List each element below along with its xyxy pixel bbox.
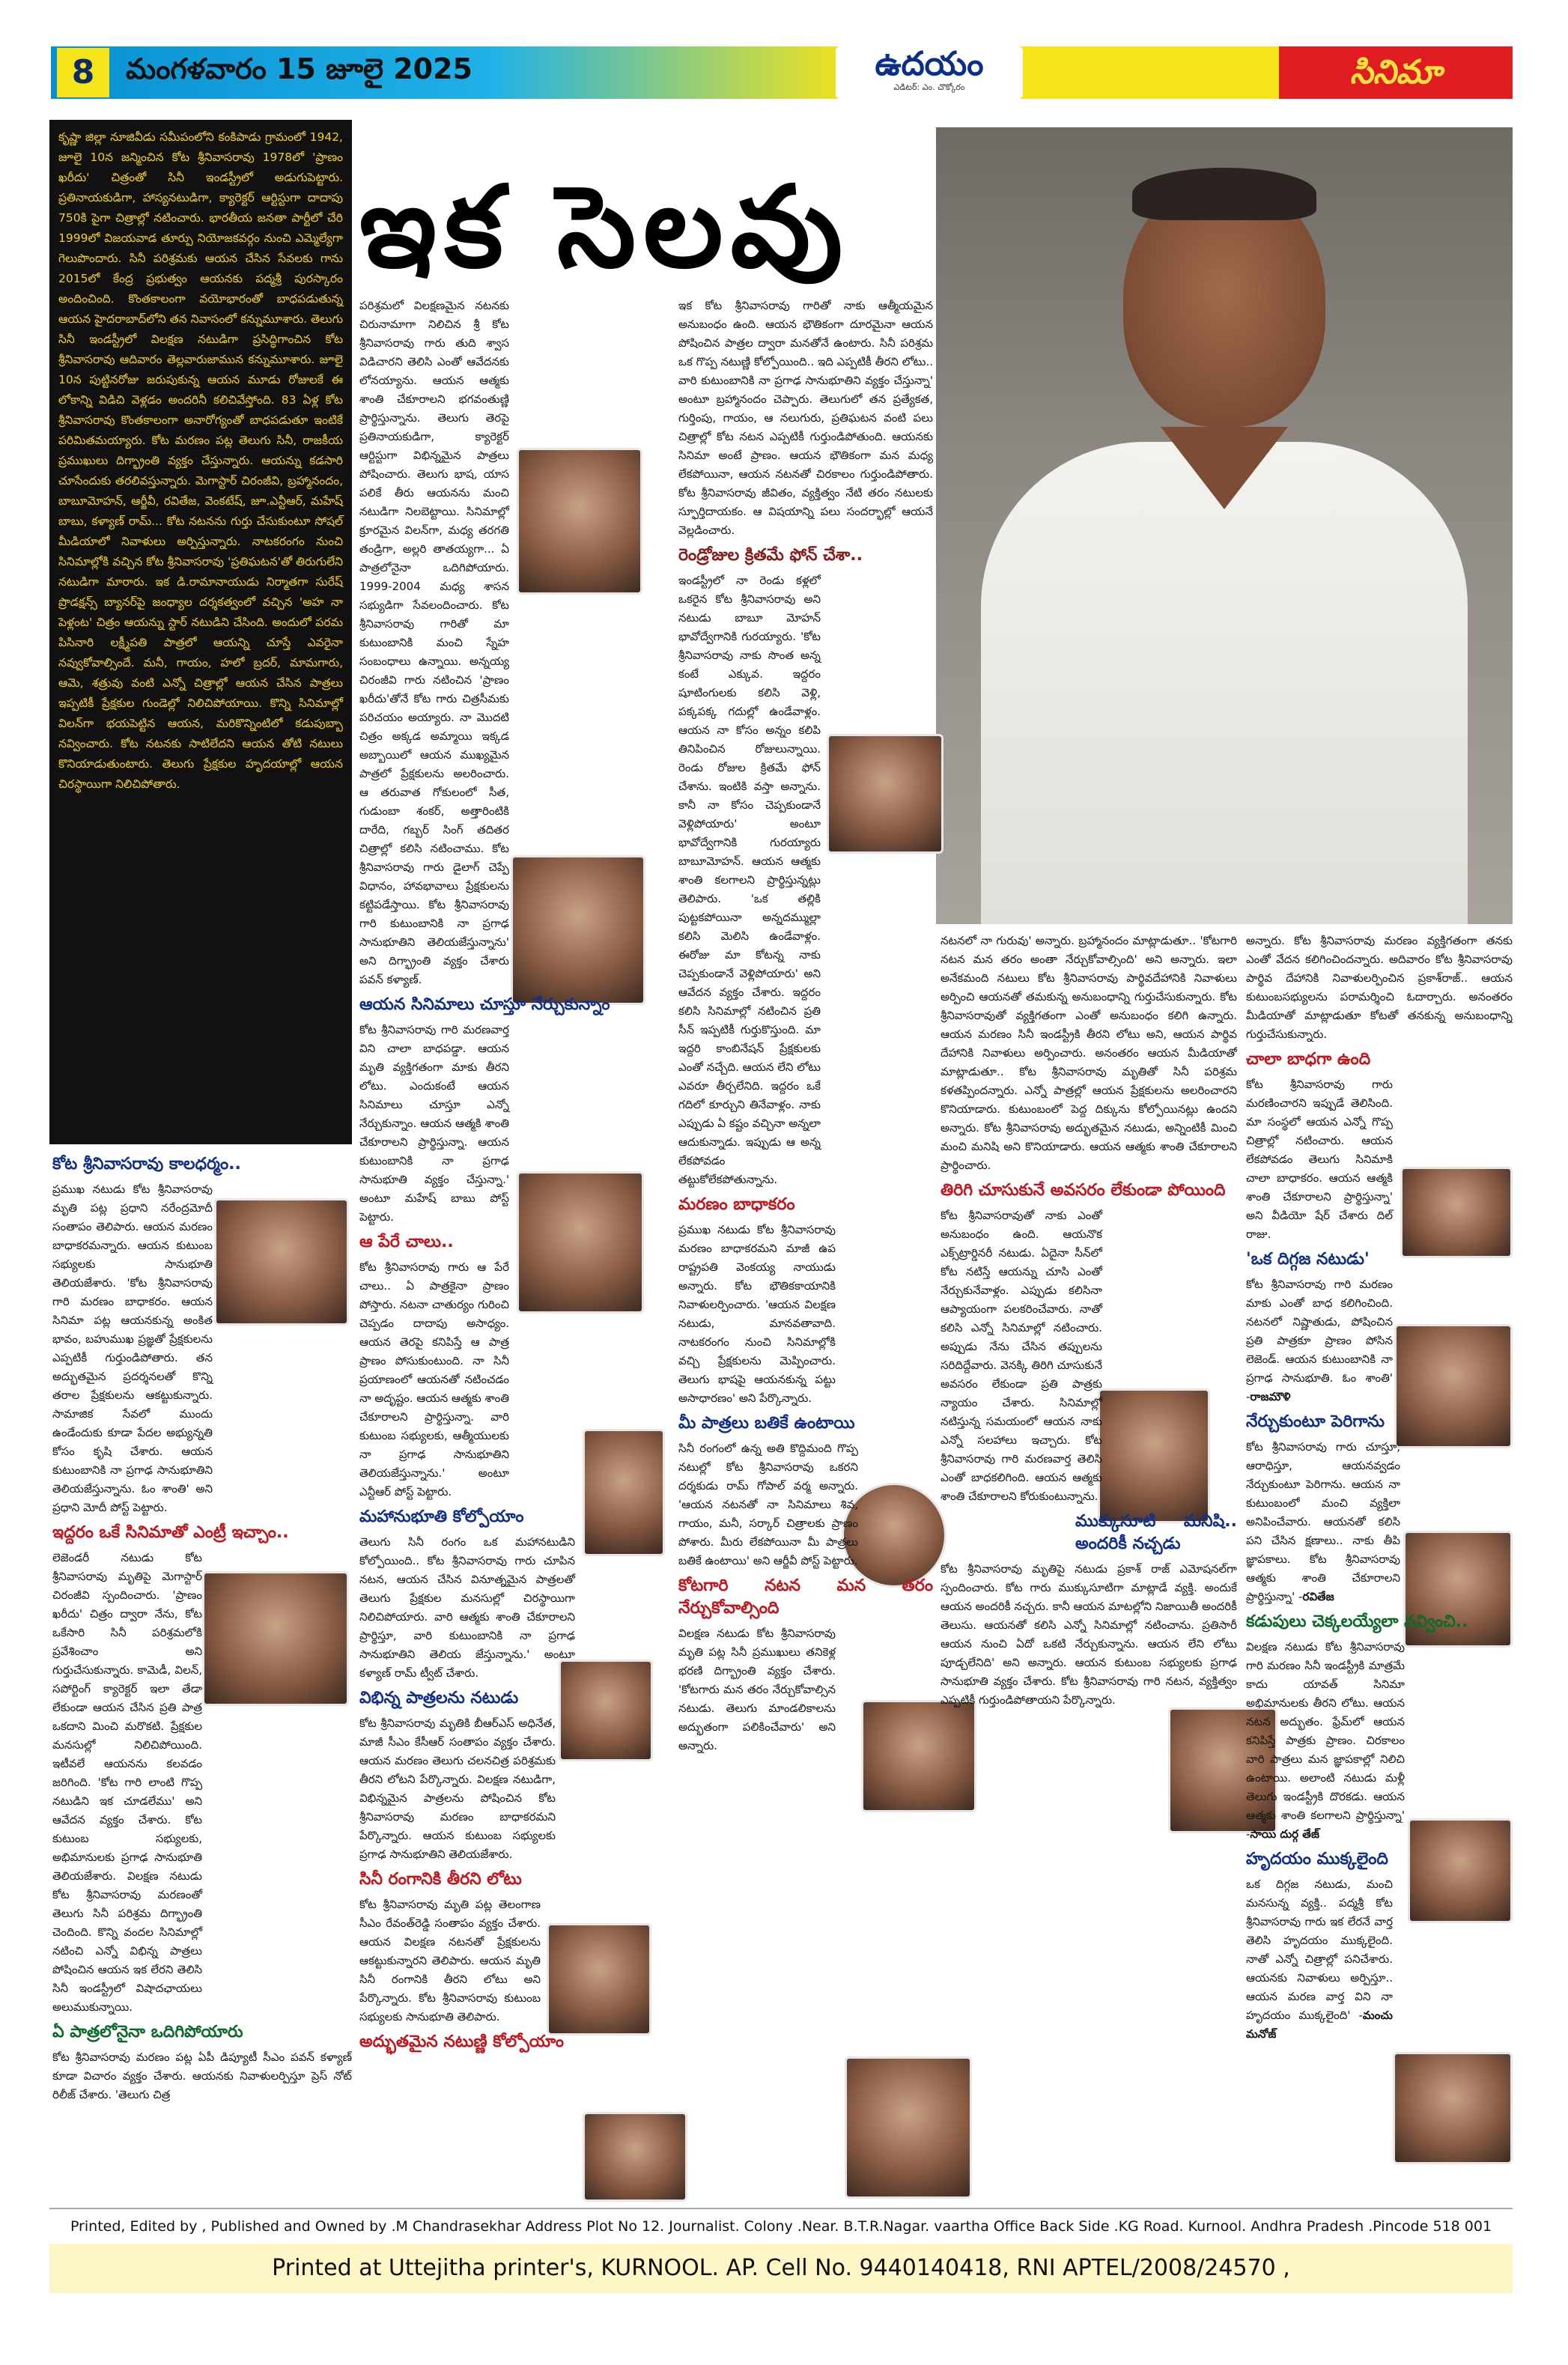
left-summary-box: కృష్ణా జిల్లా నూజివీడు సమీపంలోని కంకిపాడు గ్రామంలో 1942, జూలై 10న జన్మించిన కోట శ్రీనివాసరావు 1978లో 'ప్రాణం ఖరీదు' చిత్రంతో సినీ ఇండస్ట్రీలో అడుగుపెట్టారు. ప్రతినాయకుడిగా, హాస్యనటుడిగా, క్యారెక్టర్ ఆర్టిస్టుగా దాదాపు 750కి పైగా చిత్రాల్లో నటించారు. భారతీయ జనతా పార్టీలో చేరి 1999లో విజయవాడ తూర్పు నియోజకవర్గం నుంచి ఎమ్మెల్యేగా గెలుపొందారు. సినీ పరిశ్రమకు ఆయన చేసిన సేవలకు గాను 2015లో కేంద్ర ప్రభుత్వం ఆయనకు పద్మశ్రీ పురస్కారం అందించింది. కొంతకాలంగా వయోభారంతో బాధపడుతున్న ఆయన హైదరాబాద్‌లోని తన నివాసంలో కన్నుమూశారు. తెలుగు సినీ ఇండస్ట్రీలో విలక్షణ నటుడిగా ప్రసిద్ధిగాంచిన కోట శ్రీనివాసరావు ఆదివారం తెల్లవారుజామున కన్నుమూశారు. జూలై 10న పుట్టినరోజు జరుపుకున్న ఆయన మూడు రోజులకే ఈ లోకాన్ని విడిచి వెళ్లడం అందరినీ కలిచివేస్తోంది. 83 ఏళ్ల కోట శ్రీనివాసరావు కొంతకాలంగా అనారోగ్యంతో బాధపడుతూ ఇంటికే పరిమితమయ్యారు. కోట మరణం పట్ల తెలుగు సినీ, రాజకీయ ప్రముఖులు దిగ్భ్రాంతి వ్యక్తం చేస్తున్నారు. ఆయన్ను కడసారి చూసేందుకు తరలివస్తున్నారు. మెగాస్టార్ చిరంజీవి, బ్రహ్మానందం, బాబూమోహన్, ఆర్జీవీ, రవితేజ, వెంకటేష్, జూ.ఎన్టీఆర్, మహేష్ బాబు, కళ్యాణ్ రామ్... కోట నటనను గుర్తు చేసుకుంటూ సోషల్ మీడియాలో నివాళులు అర్పిస్తున్నారు. నాటకరంగం నుంచి సినిమాల్లోకి వచ్చిన కోట శ్రీనివాసరావు 'ప్రతిఘటన'తో తిరుగులేని నటుడిగా మారారు. ఇక డి.రామానాయుడు నిర్మాతగా సురేష్ ప్రొడక్షన్స్ బ్యానర్‌పై జంధ్యాల దర్శకత్వంలో వచ్చిన 'అహ నా పెళ్లంట' చిత్రం ఆయన్ను స్టార్ నటుడిని చేసింది. అందులో పరమ పిసినారి లక్ష్మీపతి పాత్రలో ఆయన్ని చూస్తే ఎవరైనా నవ్వుకోవాల్సిందే. మనీ, గాయం, హలో బ్రదర్, మామగారు, ఆమె, శత్రువు వంటి ఎన్నో చిత్రాల్లో ఆయన చేసిన పాత్రలు ఇప్పటికీ ప్రేక్షకుల గుండెల్లో నిలిచిపోయాయి. కొన్ని సినిమాల్లో విలన్‌గా భయపెట్టిన ఆయన, మరికొన్నింటిలో కడుపుబ్బా నవ్వించారు. కోట నటనకు సాటిలేదని ఆయన తోటి నటులు కొనియాడుతుంటారు. తెలుగు ప్రేక్షకుల హృదయాల్లో ఆయన చిరస్థాయిగా నిలిచిపోతారు. [49,120,352,1144]
sub-venkaiah: మరణం బాధాకరం [678,1195,795,1214]
dateline: మంగళవారం 15 జూలై 2025 [126,52,472,85]
colc-intro-text: నటనలో నా గురువు' అన్నారు. బ్రహ్మానందం మాట్లాడుతూ.. 'కోటగారి నటన మన తరం అంతా నేర్చుకోవాల్సింది' అని అన్నారు. ఇలా అనేకమంది నటులు కోట శ్రీనివాసరావు పార్థివదేహానికి నివాళులు అర్పించి ఆయనతో తమకున్న అనుబంధాన్ని గుర్తుచేసుకున్నారు. కోట శ్రీనివాసరావుతో వ్యక్తిగతంగా ఎంతో అనుబంధం కలిగి ఉన్నారు. ఆయన మరణం సినీ ఇండస్ట్రీకి తీరని లోటు అని, ఆయన పార్థివ దేహానికి నివాళులు అర్పించారు. అనంతరం ఆయన మీడియాతో మాట్లాడుతూ.. కోట శ్రీనివాసరావు మృతితో సినీ పరిశ్రమ కళతప్పిందన్నారు. ఎన్నో పాత్రల్లో ఆయన ప్రేక్షకులను అలరించారని కొనియాడారు. కుటుంబంలో పెద్ద దిక్కును కోల్పోయినట్లు ఉందని అన్నారు. కోట శ్రీనివాసరావు అద్భుతమైన నటుడు, అన్నింటికీ మించి మంచి మనిషి అని కొనియాడారు. ఆయన ఆత్మకు శాంతి చేకూరాలని ప్రార్థించారు. [941,934,1237,1172]
column-b [678,297,933,2206]
main-photo [936,127,1513,924]
sub-prakash: ముక్కుసూటి మనిషి.. అందరికీ నచ్చడు [1075,1512,1237,1553]
sai-tej-credit: సాయి దుర్గ తేజ్ [1250,1827,1319,1841]
column-d [1246,932,1513,2205]
sub-brahmanandam: అద్భుతమైన నటుణ్ణి కోల్పోయాం [359,2032,565,2051]
brahmanandam-text: ఇక కోట శ్రీనివాసరావు గారితో నాకు ఆత్మీయమైన అనుబంధం ఉంది. ఆయన భౌతికంగా దూరమైనా ఆయన పోషించిన పాత్రల ద్వారా మనతోనే ఉంటారు. సినీ పరిశ్రమ ఒక గొప్ప నటుణ్ణి కోల్పోయింది.. ఇది ఎప్పటికీ తీరని లోటు.. వారి కుటుంబానికి నా ప్రగాఢ సానుభూతిని వ్యక్తం చేస్తున్నా' అంటూ బ్రహ్మానందం చెప్పారు. తెలుగులో తన ప్రత్యేకత, గుర్తింపు, గాయం, ఆ నలుగురు, ప్రతిఘటన వంటి పలు చిత్రాల్లో కోట నటన ఎప్పటికీ గుర్తుండిపోతుంది. ఆయనకు సినిమా అంటే ప్రాణం. ఆయన భౌతికంగా మన మధ్య లేకపోయినా, ఆయన నటనతో చిరకాలం గుర్తుండిపోతారు. కోట శ్రీనివాసరావు జీవితం, వ్యక్తిత్వం నేటి తరం నటులకు స్ఫూర్తిదాయకం. ఆ విషయాన్ని పలు సందర్భాల్లో ఆయనే వెల్లడించారు. [678,299,933,537]
rajamouli-credit: రాజమౌళి [1250,1390,1291,1403]
sub-rgv: మీ పాత్రలు బతికే ఉంటాయి [678,1414,855,1433]
imprint-line: Printed, Edited by , Published and Owned by .M Chandrasekhar Address Plot No 12. Journalist. Colony .Near. B.T.R.Nagar. vaartha Office Back Side .KG Road. Kurnool. Andhra Pradesh .Pincode 518 001 [49,2208,1513,2242]
sub-tanikella: కోటగారి నటన మన తరం నేర్చుకోవాల్సింది [678,1576,933,1618]
sub-manoj: హృదయం ముక్కలైంది [1246,1850,1388,1868]
dil-raju-text: కోట శ్రీనివాసరావు గారు మరణించారని ఇప్పుడే తెలిసింది. మా సంస్థలో ఆయన ఎన్నో గొప్ప చిత్రాల్లో నటించారు. ఆయన లేకపోవడం తెలుగు సినిమాకి చాలా బాధాకరం. ఆయన ఆత్మకి శాంతి చేకూరాలని ప్రార్థిస్తున్నా' అని వీడియో షేర్ చేశారు దిల్ రాజు. [1246,1078,1393,1241]
modi-text: ప్రముఖ నటుడు కోట శ్రీనివాసరావు మృతి పట్ల ప్రధాని నరేంద్రమోదీ సంతాపం తెలిపారు. ఆయన మరణం బాధాకరమన్నారు. ఆయన కుటుంబ సభ్యులకు సానుభూతి తెలియజేశారు. 'కోట శ్రీనివాసరావు గారి మరణం బాధాకరం. ఆయన సినిమా పట్ల ఆయనకున్న అంకిత భావం, బహుముఖ ప్రజ్ఞతో ప్రేక్షకులను ఎప్పటికీ గుర్తుండిపోతారు. తన అద్భుతమైన ప్రదర్శనలతో కొన్ని తరాల ప్రేక్షకులను ఆకట్టుకున్నారు. సామాజిక సేవలో ముందు ఉండేందుకు కూడా పేదల అభ్యున్నతి కోసం కృషి చేశారు. ఆయన కుటుంబానికి నా ప్రగాఢ సానుభూతిని తెలియజేస్తున్నాను. ఓం శాంతి' అని ప్రధాని మోదీ పోస్ట్ పెట్టారు. [52,1182,213,1514]
sub-kcr: విభిన్న పాత్రలను నటుడు [359,1689,519,1707]
manoj-text: ఒక దిగ్గజ నటుడు, మంచి మనసున్న వ్యక్తి.. పద్మశ్రీ కోట శ్రీనివాసరావు గారు ఇక లేరనే వార్త తెలిసి హృదయం ముక్కలైంది. నాతో ఎన్నో చిత్రాల్లో పనిచేశారు. ఆయనకు నివాళులు అర్పిస్తూ.. ఆయన మరణ వార్త విని నా హృదయం ముక్కలైంది' - [1246,1877,1393,2022]
mahesh-text: కోట శ్రీనివాసరావు గారి మరణవార్త విని చాలా బాధపడ్డా. ఆయన మృతి వ్యక్తిగతంగా మాకు తీరని లోటు. ఎందుకంటే ఆయన సినిమాలు చూస్తూ ఎన్నో నేర్చుకున్నాం. ఆయన ఆత్మకి శాంతి చేకూరాలని ప్రార్థిస్తున్నా. ఆయన కుటుంబానికి నా ప్రగాఢ సానుభూతి వ్యక్తం చేస్తున్నా.' అంటూ మహేష్ బాబు పోస్ట్ పెట్టారు. [359,1023,509,1224]
photo-hair [1132,168,1316,220]
sub-sai-tej: కడుపులు చెక్కలయ్యేలా నవ్వించి.. [1246,1612,1468,1631]
sai-tej-text: విలక్షణ నటుడు కోట శ్రీనివాసరావు గారి మరణం సినీ ఇండస్ట్రీకి మాత్రమే కాదు యావత్ సినిమా అభిమానులకు తీరని లోటు. ఆయన నటన అద్భుతం. ఫ్రేమ్‌లో ఆయన కనిపిస్తే పాత్రకు ప్రాణం. చిరకాలం వారి పాత్రలు మన జ్ఞాపకాల్లో నిలిచి ఉంటాయి. అలాంటి నటుడు మళ్లీ తెలుగు ఇండస్ట్రీకి దొరకడు. ఆయన ఆత్మకు శాంతి కలగాలని ప్రార్థిస్తున్నా' - [1246,1640,1405,1841]
cold-intro-text: అన్నారు. కోట శ్రీనివాసరావు మరణం వ్యక్తిగతంగా తనకు ఎంతో వేదన కలిగించిందన్నారు. అదివారం కోట శ్రీనివాసరావు పార్థివ దేహానికి నివాళులర్పించిన ప్రకాశ్‌రాజ్.. ఆయన కుటుంబసభ్యులను పరామర్శించి ఓదార్చారు. అనంతరం మీడియాతో మాట్లాడుతూ కోటతో తనకున్న అనుబంధాన్ని గుర్తుచేసుకున్నారు. [1246,934,1513,1041]
chiranjeevi-text: లెజెండరీ నటుడు కోట శ్రీనివాసరావు మృతిపై మెగాస్టార్ చిరంజీవి స్పందించారు. 'ప్రాణం ఖరీదు' చిత్రం ద్వారా నేను, కోట ఒకేసారి సినీ పరిశ్రమలోకి ప్రవేశించాం అని గుర్తుచేసుకున్నారు. కామెడీ, విలన్, సపోర్టింగ్ క్యారెక్టర్ ఇలా తేడా లేకుండా ఆయన చేసిన ప్రతి పాత్ర ఒకదాని మించి మరొకటి. ప్రేక్షకుల మనసుల్లో నిలిచిపోయింది. ఇటీవలే ఆయనను కలవడం జరిగింది. 'కోట గారి లాంటి గొప్ప నటుడిని ఇక చూడలేము' అని ఆవేదన వ్యక్తం చేశారు. కోట కుటుంబ సభ్యులకు, అభిమానులకు ప్రగాఢ సానుభూతి తెలియజేశారు. విలక్షణ నటుడు కోట శ్రీనివాసరావు మరణంతో తెలుగు సినీ పరిశ్రమ దిగ్భ్రాంతి చెందింది. కొన్ని వందల సినిమాల్లో నటించి ఎన్నో విభిన్న పాత్రలు పోషించిన ఆయన ఇక లేరని తెలిసి సినీ ఇండస్ట్రీలో విషాదఛాయలు అలుముకున్నాయి. [52,1551,202,2014]
kcr-text: కోట శ్రీనివాసరావు మృతికి బీఆర్ఎస్ అధినేత, మాజీ సీఎం కేసీఆర్ సంతాపం వ్యక్తం చేశారు. ఆయన మరణం తెలుగు చలనచిత్ర పరిశ్రమకు తీరని లోటని పేర్కొన్నారు. విలక్షణ నటుడిగా, విభిన్నమైన పాత్రలను పోషించిన కోట శ్రీనివాసరావు మరణం బాధాకరమని పేర్కొన్నారు. ఆయన కుటుంబ సభ్యులకు ప్రగాఢ సానుభూతిని తెలియజేశారు. [359,1716,556,1861]
sub-revanth: సినీ రంగానికి తీరని లోటు [359,1870,522,1889]
rgv-text: సినీ రంగంలో ఉన్న అతి కొద్దిమంది గొప్ప నటుల్లో కోట శ్రీనివాసరావు ఒకరని దర్శకుడు రామ్ గోపాల్ వర్మ అన్నారు. 'ఆయన నటనతో నా సినిమాలు శివ, గాయం, మనీ, సర్కార్ చిత్రాలకు ప్రాణం పోశారు. మీరు లేకపోయినా మీ పాత్రలు బతికే ఉంటాయి' అని ఆర్జీవీ పోస్ట్ పెట్టారు. [678,1442,858,1567]
sub-look-back: తిరిగి చూసుకునే అవసరం లేకుండా పోయింది [941,1181,1226,1200]
tanikella-text: విలక్షణ నటుడు కోట శ్రీనివాసరావు మృతి పట్ల సినీ ప్రముఖులు తనికెళ్ల భరణి దిగ్భ్రాంతి వ్యక్తం చేశారు. 'కోటగారు మన తరం నేర్చుకోవాల్సిన నటుడు. తెలుగు మాండలికాలను అద్భుతంగా పలికించేవారు' అని అన్నారు. [678,1627,836,1752]
photo-shirt [981,442,1468,924]
sub-mahesh: ఆయన సినిమాలు చూస్తూ నేర్చుకున్నాం [359,995,610,1014]
newspaper-logo[interactable] [836,46,1023,99]
sub-rajamouli: 'ఒక దిగ్గజ నటుడు' [1246,1250,1370,1269]
sub-dil-raju: చాలా బాధగా ఉంది [1246,1050,1371,1069]
look-back-text: కోట శ్రీనివాసరావుతో నాకు ఎంతో అనుబంధం ఉంది. ఆయనొక ఎక్స్‌ట్రార్డినరీ నటుడు. ఏదైనా సీన్‌లో కోట నటిస్తే ఆయన్ను చూసి ఎంతో నేర్చుకునేవాళ్లం. ఎప్పుడు కలిసినా ఆప్యాయంగా పలకరించేవారు. నాతో కలిసి ఎన్నో సినిమాల్లో నటించారు. అప్పుడు నేను చేసిన తప్పులను సరిదిద్దేవారు. వెనక్కి తిరిగి చూసుకునే అవసరం లేకుండా ప్రతి పాత్రకు న్యాయం చేశారు. సినిమాల్లో నటిస్తున్న సమయంలో ఆయన నాకు ఎన్నో సలహాలు ఇచ్చారు. కోట శ్రీనివాసరావు గారి మరణవార్త తెలిసి ఎంతో బాధకలిగింది. ఆయన ఆత్మకు శాంతి చేకూరాలని కోరుకుంటున్నాను. [941,1209,1102,1503]
venkaiah-text: ప్రముఖ నటుడు కోట శ్రీనివాసరావు మరణం బాధాకరమని మాజీ ఉప రాష్ట్రపతి వెంకయ్య నాయుడు అన్నారు. కోట భౌతికకాయానికి నివాళులర్పించారు. 'ఆయన విలక్షణ నటుడు, మానవతావాది. నాటకరంగం నుంచి సినిమాల్లోకి వచ్చి ప్రేక్షకులను మెప్పించారు. తెలుగు భాషపై ఆయనకున్న పట్టు అసాధారణం' అని పేర్కొన్నారు. [678,1223,836,1405]
pawan-tribute-text: పరిశ్రమలో విలక్షణమైన నటనకు చిరునామాగా నిలిచిన శ్రీ కోట శ్రీనివాసరావు గారు తుది శ్వాస విడిచారని తెలిసి ఎంతో ఆవేదనకు లోనయ్యాను. ఆయన ఆత్మకు శాంతి చేకూరాలని భగవంతుణ్ణి ప్రార్థిస్తున్నాను. తెలుగు తెరపై ప్రతినాయకుడిగా, క్యారెక్టర్ ఆర్టిస్టుగా విభిన్నమైన పాత్రలు పోషించారు. తెలుగు భాష, యాస పలికే తీరు ఆయనను మంచి నటుడిగా నిలబెట్టాయి. సినిమాల్లో క్రూరమైన విలన్‌గా, మధ్య తరగతి తండ్రిగా, అల్లరి తాతయ్యగా... ఏ పాత్రలోనైనా ఒదిగిపోయారు. 1999-2004 మధ్య శాసన సభ్యుడిగా సేవలందించారు. కోట శ్రీనివాసరావు గారితో మా కుటుంబానికి మంచి స్నేహ సంబంధాలు ఉన్నాయి. అన్నయ్య చిరంజీవి గారు నటించిన 'ప్రాణం ఖరీదు'తోనే కోట గారు చిత్రసీమకు పరిచయం అయ్యారు. నా మొదటి చిత్రం అక్కడ అమ్మాయి ఇక్కడ అబ్బాయిలో ఆయన ముఖ్యమైన పాత్రలో ప్రేక్షకులను అలరించారు. ఆ తరువాత గోకులంలో సీత, గుడుంబా శంకర్, అత్తారింటికి దారేది, గబ్బర్ సింగ్ తదితర చిత్రాల్లో కలిసి నటించాము. కోట శ్రీనివాసరావు గారు డైలాగ్ చెప్పే విధానం, హావభావాలు ప్రేక్షకులను కట్టిపడేస్తాయి. కోట శ్రీనివాసరావు గారి కుటుంబానికి నా ప్రగాఢ సానుభూతిని తెలియజేస్తున్నాను' అని దిగ్భ్రాంతి వ్యక్తం చేశారు పవన్ కళ్యాణ్. [359,299,509,986]
rajamouli-text: కోట శ్రీనివాసరావు గారి మరణం మాకు ఎంతో బాధ కలిగించింది. నటనలో నిష్ణాతుడు, పోషించిన ప్రతి పాత్రకూ ప్రాణం పోసిన లెజెండ్. ఆయన కుటుంబానికి నా ప్రగాఢ సానుభూతి. ఓం శాంతి' - [1246,1278,1393,1403]
sub-pawan: ఏ పాత్రలోనైనా ఒదిగిపోయారు [52,2023,243,2041]
headline: ఇక సెలవు [359,161,851,293]
column-a [359,297,668,2206]
logo-name: ఉదయం [875,45,984,83]
sub-chiranjeevi: ఇద్దరం ఒకే సినిమాతో ఎంట్రీ ఇచ్చాం.. [52,1523,289,1542]
section-label: సినిమా [1279,46,1513,99]
babu-mohan-text: ఇండస్ట్రీలో నా రెండు కళ్లలో ఒకరైన కోట శ్రీనివాసరావు అని నటుడు బాబూ మోహన్ భావోద్వేగానికి గురయ్యారు. 'కోట శ్రీనివాసరావు నాకు సొంత అన్న కంటే ఎక్కువ. ఇద్దరం షూటింగులకు కలిసి వెళ్లి, పక్కపక్క గదుల్లో ఉండేవాళ్లం. ఆయన నా కోసం అన్నం కలిపి తినిపించిన రోజులున్నాయి. రెండు రోజుల క్రితమే ఫోన్ చేశాను. ఇంటికి వస్తా అన్నాను. కానీ నా కోసం చెప్పకుండానే వెళ్లిపోయారు' అంటూ భావోద్వేగానికి గురయ్యారు బాబూమోహన్. ఆయన ఆత్మకు శాంతి కలగాలని ప్రార్థిస్తున్నట్లు తెలిపారు. 'ఒక తల్లికి పుట్టకపోయినా అన్నదమ్ముల్లా కలిసి మెలిసి ఉండేవాళ్లం. ఈరోజు మా కోటన్న నాకు చెప్పకుండానే వెళ్లిపోయారు' అని ఆవేదన వ్యక్తం చేశారు. ఇద్దరం కలిసి సినిమాల్లో నటించిన ప్రతి సీన్ ఇప్పటికీ గుర్తుకొస్తుంది. మా ఇద్దరి కాంబినేషన్ ప్రేక్షకులకు ఎంతో నచ్చేది. ఆయన లేని లోటు ఎవరూ తీర్చలేనిది. ఇద్దరం ఒకే గదిలో కూర్చుని తినేవాళ్లం. నాకు ఎప్పుడు ఏ కష్టం వచ్చినా అన్నలా ఆదుకున్నాడు. ఇప్పుడు ఆ అన్న లేకపోవడం తట్టుకోలేకపోతున్నాను. [678,574,821,1186]
sub-kalyanram: మహానుభూతి కోల్పోయాం [359,1508,524,1526]
prakash-text: కోట శ్రీనివాసరావు మృతిపై నటుడు ప్రకాశ్ రాజ్ ఎమోషనల్‌గా స్పందించారు. కోట గారు ముక్కుసూటిగా మాట్లాడే వ్యక్తి. అందుకే ఆయన అందరికీ నచ్చరు. కానీ ఆయన మాటల్లోని నిజాయితీ అందరికీ తెలుసు. ఆయనతో కలిసి ఎన్నో సినిమాల్లో నటించాను. ప్రతిసారీ ఆయన నుంచి ఏదో ఒకటి నేర్చుకున్నాను. ఆయన లేని లోటు పూడ్చలేనిది' అని అన్నారు. ఆయన కుటుంబ సభ్యులకు ప్రగాఢ సానుభూతి వ్యక్తం చేశారు. కోట శ్రీనివాసరావు గారి నటన, వ్యక్తిత్వం ఎప్పటికీ గుర్తుండిపోతాయని పేర్కొన్నారు. [941,1562,1237,1707]
printer-line: Printed at Uttejitha printer's, KURNOOL. AP. Cell No. 9440140418, RNI APTEL/2008/24570 , [49,2244,1513,2293]
logo-tagline: ఎడిటర్: ఎం. చొక్కోరం [893,82,965,92]
ntr-text: కోట శ్రీనివాసరావు గారు ఆ పేరే చాలు.. ఏ పాత్రకైనా ప్రాణం పోస్తారు. నటనా చాతుర్యం గురించి చెప్పడం దాదాపు అసాధ్యం. ఆయన తెరపై కనిపిస్తే ఆ పాత్ర ప్రాణం పోసుకుంటుంది. నా సినీ ప్రయాణంలో ఆయనతో నటించడం నా అదృష్టం. ఆయన ఆత్మకు శాంతి చేకూరాలని ప్రార్థిస్తున్నా. వారి కుటుంబ సభ్యులకు, ఆత్మీయులకు నా ప్రగాఢ సానుభూతిని తెలియజేస్తున్నాను.' అంటూ ఎన్టీఆర్ పోస్ట్ పెట్టారు. [359,1260,509,1499]
sub-ntr: ఆ పేరే చాలు.. [359,1233,454,1251]
manoj-credit: మంచు మనోజ్ [1246,2009,1393,2041]
sub-babu-mohan: రెండ్రోజుల క్రితమే ఫోన్ చేశా.. [678,546,863,565]
column-c [941,932,1237,2205]
ravi-teja-text: కోట శ్రీనివాసరావు గారు చూస్తూ, ఆరాధిస్తూ, ఆయనవ్వడం నేర్చుకుంటూ పెరిగాను. ఆయన నా కుటుంబంలో మంచి వ్యక్తిలా అనిపించేవారు. ఆయనతో కలిసి పని చేసిన క్షణాలు.. నాకు తీపి జ్ఞాపకాలు. కోట శ్రీనివాసరావు ఆత్మకు శాంతి చేకూరాలని ప్రార్థిస్తున్నా' - [1246,1440,1400,1603]
page-number: 8 [57,48,109,97]
pawan-text: కోట శ్రీనివాసరావు మరణం పట్ల ఏపీ డిప్యూటీ సీఎం పవన్ కళ్యాణ్ కూడా విచారం వ్యక్తం చేశారు. ఆయనకు నివాళులర్పిస్తూ ప్రెస్ నోట్ రిలీజ్ చేశారు. 'తెలుగు చిత్ర [52,2050,352,2101]
sub-modi: కోట శ్రీనివాసరావు కాలధర్మం.. [52,1155,241,1174]
column-left-bottom [52,1149,352,2205]
ravi-teja-credit: రవితేజ [1302,1590,1334,1603]
revanth-text: కోట శ్రీనివాసరావు మృతి పట్ల తెలంగాణ సీఎం రేవంత్‌రెడ్డి సంతాపం వ్యక్తం చేశారు. ఆయన విలక్షణ నటనతో ప్రేక్షకులను ఆకట్టుకున్నారని తెలిపారు. ఆయన మృతి సినీ రంగానికి తీరని లోటు అని పేర్కొన్నారు. కోట శ్రీనివాసరావు కుటుంబ సభ్యులకు సానుభూతి తెలిపారు. [359,1898,541,2024]
sub-ravi-teja: నేర్చుకుంటూ పెరిగాను [1246,1412,1385,1431]
kalyanram-text: తెలుగు సినీ రంగం ఒక మహానటుడిని కోల్పోయింది.. కోట శ్రీనివాసరావు గారు చూపిన నటన, ఆయన చేసిన వినూత్నమైన పాత్రలతో తెలుగు ప్రేక్షకుల మనసుల్లో చిరస్థాయిగా నిలిచిపోయారు. వారి ఆత్మకు శాంతి చేకూరాలని ప్రార్థిస్తూ, వారి కుటుంబానికి నా ప్రగాఢ సానుభూతిని తెలియ జేస్తున్నాను.' అంటూ కళ్యాణ్ రామ్ ట్వీట్ చేశారు. [359,1535,575,1680]
